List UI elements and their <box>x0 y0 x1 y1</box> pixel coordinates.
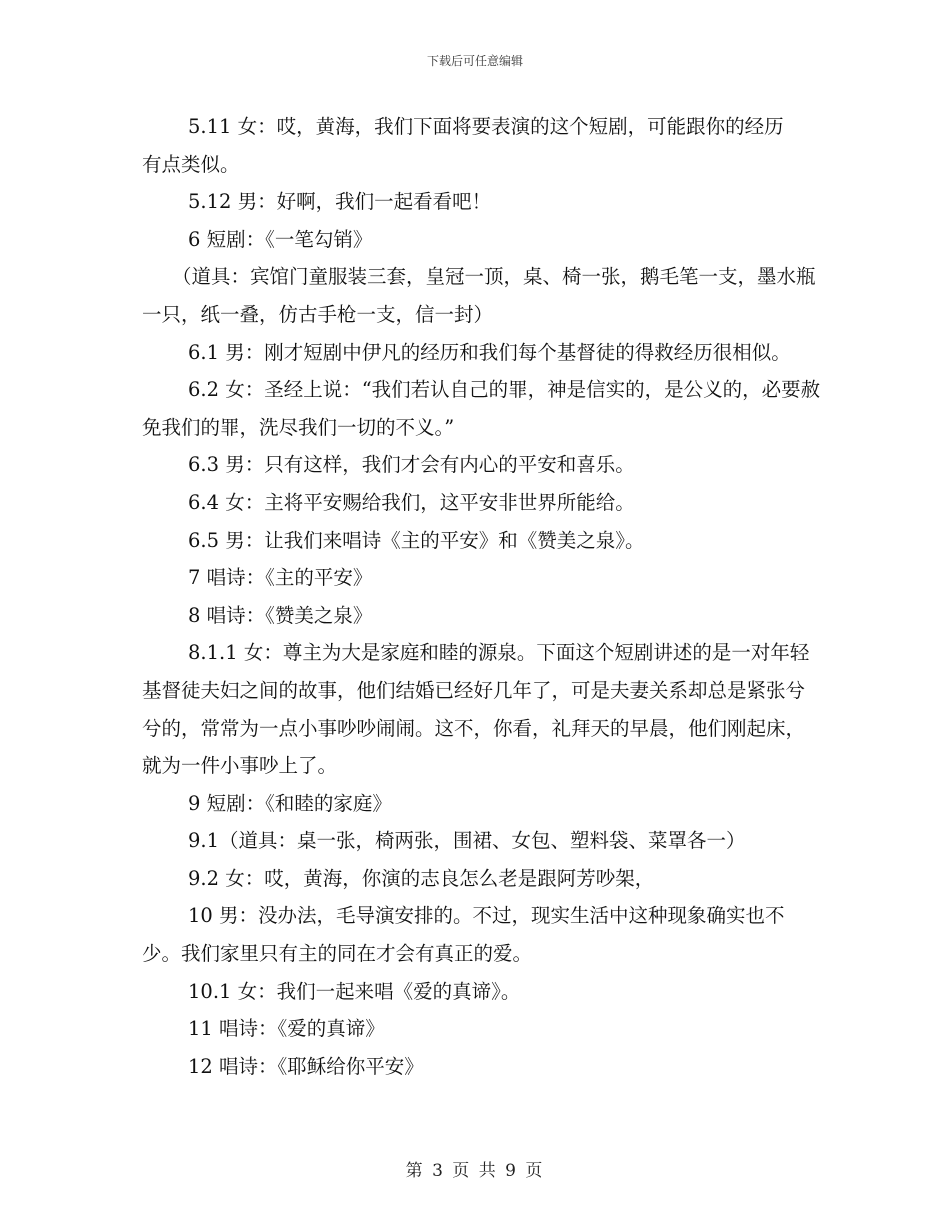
paragraph-10: 10 男：没办法，毛导演安排的。不过，现实生活中这种现象确实也不少。我们家里只有主的同在才会有真正的爱。 <box>142 904 785 966</box>
paragraph-6-props: （道具：宾馆门童服装三套，皇冠一顶，桌、椅一张，鹅毛笔一支，墨水瓶一只，纸一叠，仿古手枪一支，信一封） <box>142 265 816 326</box>
paragraph-6-2: 6.2 女：圣经上说：“我们若认自己的罪，神是信实的，是公义的，必要赦免我们的罪，洗尽我们一切的不义。” <box>142 378 821 439</box>
paragraph-10-1: 10.1 女：我们一起来唱《爱的真谛》。 <box>188 979 521 1003</box>
paragraph-6-4: 6.4 女：主将平安赐给我们，这平安非世界所能给。 <box>188 490 635 514</box>
paragraph-12-heading: 12 唱诗：《耶稣给你平安》 <box>188 1054 424 1078</box>
page-number: 第 3 页 共 9 页 <box>405 1161 545 1181</box>
paragraph-5-11: 5.11 女：哎，黄海，我们下面将要表演的这个短剧，可能跟你的经历有点类似。 <box>142 115 784 176</box>
paragraph-5-12: 5.12 男：好啊，我们一起看看吧！ <box>188 190 492 214</box>
paragraph-8-1-1: 8.1.1 女：尊主为大是家庭和睦的源泉。下面这个短剧讲述的是一对年轻基督徒夫妇之间的故事，他们结婚已经好几年了，可是夫妻关系却总是紧张兮兮的，常常为一点小事吵吵闹闹。这不，你看，礼拜天的早晨，他们刚起床，就为一件小事吵上了。 <box>142 641 810 778</box>
paragraph-7-heading: 7 唱诗：《主的平安》 <box>188 566 373 590</box>
page-header-note: 下载后可任意编辑 <box>426 54 523 68</box>
paragraph-6-heading: 6 短剧：《一笔勾销》 <box>188 227 373 251</box>
paragraph-8-heading: 8 唱诗：《赞美之泉》 <box>188 603 373 627</box>
paragraph-9-heading: 9 短剧：《和睦的家庭》 <box>188 791 392 815</box>
paragraph-11-heading: 11 唱诗：《爱的真谛》 <box>188 1017 385 1041</box>
paragraph-6-5: 6.5 男：让我们来唱诗《主的平安》和《赞美之泉》。 <box>188 528 645 552</box>
paragraph-6-3: 6.3 男：只有这样，我们才会有内心的平安和喜乐。 <box>188 453 635 477</box>
paragraph-9-1: 9.1（道具：桌一张，椅两张，围裙、女包、塑料袋、菜罩各一） <box>188 829 746 853</box>
paragraph-6-1: 6.1 男：刚才短剧中伊凡的经历和我们每个基督徒的得救经历很相似。 <box>188 340 791 364</box>
paragraph-9-2: 9.2 女：哎，黄海，你演的志良怎么老是跟阿芳吵架， <box>188 866 655 890</box>
document-body <box>142 108 822 1085</box>
